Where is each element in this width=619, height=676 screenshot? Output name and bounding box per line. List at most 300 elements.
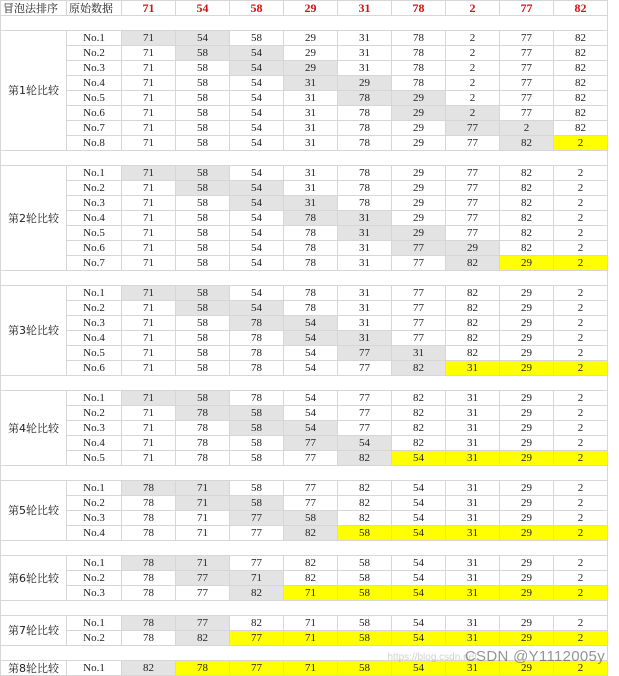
- value-cell: 58: [338, 556, 392, 571]
- value-cell: 54: [230, 301, 284, 316]
- step-number: No.4: [67, 331, 122, 346]
- value-cell: 2: [554, 556, 608, 571]
- value-cell: 78: [230, 391, 284, 406]
- value-cell: 78: [122, 571, 176, 586]
- value-cell: 58: [176, 46, 230, 61]
- value-cell: 54: [392, 496, 446, 511]
- value-cell: 71: [122, 31, 176, 46]
- value-cell: 29: [392, 121, 446, 136]
- step-number: No.2: [67, 571, 122, 586]
- step-number: No.8: [67, 136, 122, 151]
- table-row: [1, 436, 608, 451]
- value-cell: 71: [122, 181, 176, 196]
- value-cell: 71: [176, 526, 230, 541]
- spacer-cell: [1, 601, 608, 616]
- value-cell: 54: [230, 121, 284, 136]
- value-cell: 71: [122, 346, 176, 361]
- value-cell: 58: [176, 256, 230, 271]
- value-cell: 78: [338, 121, 392, 136]
- value-cell: 2: [554, 586, 608, 601]
- value-cell: 54: [230, 196, 284, 211]
- value-cell: 54: [392, 631, 446, 646]
- value-cell: 54: [338, 436, 392, 451]
- value-cell: 82: [500, 241, 554, 256]
- value-cell: 78: [122, 631, 176, 646]
- value-cell: 29: [500, 481, 554, 496]
- value-cell: 58: [176, 91, 230, 106]
- value-cell: 54: [230, 226, 284, 241]
- value-cell: 71: [122, 331, 176, 346]
- step-number: No.4: [67, 526, 122, 541]
- value-cell: 2: [554, 256, 608, 271]
- step-number: No.1: [67, 556, 122, 571]
- value-cell: 82: [554, 31, 608, 46]
- original-value: 54: [176, 1, 230, 16]
- value-cell: 77: [338, 346, 392, 361]
- step-number: No.5: [67, 226, 122, 241]
- table-row: [1, 556, 608, 571]
- value-cell: 54: [392, 661, 446, 676]
- value-cell: 31: [338, 241, 392, 256]
- step-number: No.6: [67, 241, 122, 256]
- value-cell: 77: [446, 136, 500, 151]
- value-cell: 2: [446, 106, 500, 121]
- step-number: No.7: [67, 121, 122, 136]
- value-cell: 58: [176, 196, 230, 211]
- round-label: 第6轮比较: [1, 556, 67, 601]
- original-value: 82: [554, 1, 608, 16]
- value-cell: 2: [554, 436, 608, 451]
- value-cell: 54: [392, 556, 446, 571]
- value-cell: 31: [446, 661, 500, 676]
- table-row: [1, 571, 608, 586]
- value-cell: 2: [554, 136, 608, 151]
- value-cell: 71: [176, 556, 230, 571]
- value-cell: 29: [392, 91, 446, 106]
- table-row: [1, 61, 608, 76]
- step-number: No.7: [67, 256, 122, 271]
- value-cell: 78: [176, 451, 230, 466]
- round-label: 第4轮比较: [1, 391, 67, 466]
- value-cell: 77: [500, 46, 554, 61]
- value-cell: 54: [230, 166, 284, 181]
- original-value: 31: [338, 1, 392, 16]
- value-cell: 71: [122, 196, 176, 211]
- spacer-row: [1, 376, 608, 391]
- value-cell: 58: [176, 106, 230, 121]
- value-cell: 58: [230, 421, 284, 436]
- value-cell: 77: [446, 181, 500, 196]
- value-cell: 2: [554, 496, 608, 511]
- value-cell: 2: [554, 331, 608, 346]
- value-cell: 82: [500, 196, 554, 211]
- value-cell: 31: [446, 511, 500, 526]
- value-cell: 2: [554, 316, 608, 331]
- value-cell: 78: [122, 526, 176, 541]
- step-number: No.4: [67, 76, 122, 91]
- round-label: 第8轮比较: [1, 661, 67, 676]
- value-cell: 78: [284, 256, 338, 271]
- value-cell: 54: [230, 91, 284, 106]
- value-cell: 78: [122, 586, 176, 601]
- value-cell: 78: [230, 316, 284, 331]
- value-cell: 58: [338, 526, 392, 541]
- value-cell: 82: [284, 571, 338, 586]
- spacer-row: [1, 541, 608, 556]
- value-cell: 58: [176, 136, 230, 151]
- step-number: No.2: [67, 496, 122, 511]
- step-number: No.1: [67, 481, 122, 496]
- value-cell: 29: [500, 586, 554, 601]
- value-cell: 82: [554, 106, 608, 121]
- value-cell: 82: [500, 226, 554, 241]
- value-cell: 31: [446, 361, 500, 376]
- value-cell: 77: [284, 436, 338, 451]
- value-cell: 29: [500, 391, 554, 406]
- value-cell: 2: [554, 226, 608, 241]
- value-cell: 31: [338, 256, 392, 271]
- value-cell: 58: [176, 166, 230, 181]
- value-cell: 58: [230, 496, 284, 511]
- value-cell: 78: [176, 421, 230, 436]
- step-number: No.1: [67, 31, 122, 46]
- value-cell: 2: [554, 421, 608, 436]
- value-cell: 58: [176, 241, 230, 256]
- value-cell: 58: [230, 406, 284, 421]
- value-cell: 31: [284, 136, 338, 151]
- value-cell: 2: [554, 481, 608, 496]
- value-cell: 77: [284, 481, 338, 496]
- value-cell: 82: [284, 556, 338, 571]
- table-row: [1, 106, 608, 121]
- value-cell: 77: [176, 616, 230, 631]
- spacer-cell: [1, 16, 608, 31]
- step-number: No.5: [67, 451, 122, 466]
- value-cell: 82: [392, 391, 446, 406]
- value-cell: 71: [122, 106, 176, 121]
- spacer-cell: [1, 466, 608, 481]
- step-number: No.5: [67, 346, 122, 361]
- value-cell: 31: [446, 421, 500, 436]
- value-cell: 77: [230, 511, 284, 526]
- value-cell: 71: [122, 121, 176, 136]
- spacer-cell: [1, 541, 608, 556]
- value-cell: 77: [446, 211, 500, 226]
- step-number: No.3: [67, 586, 122, 601]
- value-cell: 77: [446, 166, 500, 181]
- value-cell: 78: [230, 331, 284, 346]
- value-cell: 31: [446, 616, 500, 631]
- value-cell: 29: [284, 46, 338, 61]
- value-cell: 31: [284, 106, 338, 121]
- value-cell: 29: [392, 166, 446, 181]
- value-cell: 82: [554, 61, 608, 76]
- table-row: [1, 181, 608, 196]
- table-row: [1, 331, 608, 346]
- value-cell: 29: [500, 331, 554, 346]
- value-cell: 78: [122, 511, 176, 526]
- value-cell: 29: [500, 451, 554, 466]
- value-cell: 2: [500, 121, 554, 136]
- value-cell: 71: [122, 136, 176, 151]
- value-cell: 29: [284, 31, 338, 46]
- value-cell: 78: [284, 211, 338, 226]
- value-cell: 58: [338, 571, 392, 586]
- value-cell: 29: [392, 211, 446, 226]
- value-cell: 54: [392, 451, 446, 466]
- value-cell: 77: [338, 406, 392, 421]
- table-row: [1, 241, 608, 256]
- value-cell: 71: [176, 511, 230, 526]
- value-cell: 82: [338, 496, 392, 511]
- value-cell: 29: [500, 526, 554, 541]
- value-cell: 2: [554, 616, 608, 631]
- value-cell: 58: [230, 31, 284, 46]
- value-cell: 2: [554, 361, 608, 376]
- value-cell: 78: [122, 616, 176, 631]
- value-cell: 71: [122, 226, 176, 241]
- value-cell: 29: [500, 436, 554, 451]
- csdn-watermark: CSDN @Y1112005y: [464, 648, 605, 665]
- value-cell: 54: [230, 241, 284, 256]
- value-cell: 71: [122, 91, 176, 106]
- value-cell: 29: [392, 181, 446, 196]
- value-cell: 82: [554, 46, 608, 61]
- value-cell: 77: [338, 391, 392, 406]
- value-cell: 82: [122, 661, 176, 676]
- value-cell: 82: [446, 331, 500, 346]
- value-cell: 31: [446, 496, 500, 511]
- value-cell: 31: [338, 316, 392, 331]
- step-number: No.2: [67, 181, 122, 196]
- table-row: [1, 496, 608, 511]
- value-cell: 77: [392, 331, 446, 346]
- value-cell: 31: [338, 31, 392, 46]
- value-cell: 82: [392, 406, 446, 421]
- value-cell: 77: [392, 286, 446, 301]
- value-cell: 58: [284, 511, 338, 526]
- value-cell: 2: [446, 31, 500, 46]
- value-cell: 31: [284, 91, 338, 106]
- value-cell: 31: [284, 121, 338, 136]
- value-cell: 54: [284, 316, 338, 331]
- value-cell: 82: [392, 361, 446, 376]
- value-cell: 31: [446, 451, 500, 466]
- value-cell: 29: [500, 301, 554, 316]
- value-cell: 78: [230, 346, 284, 361]
- value-cell: 29: [392, 196, 446, 211]
- value-cell: 58: [338, 586, 392, 601]
- value-cell: 54: [230, 136, 284, 151]
- value-cell: 54: [284, 391, 338, 406]
- table-row: [1, 211, 608, 226]
- value-cell: 71: [122, 46, 176, 61]
- value-cell: 58: [176, 226, 230, 241]
- value-cell: 54: [392, 616, 446, 631]
- table-row: [1, 421, 608, 436]
- value-cell: 71: [122, 361, 176, 376]
- value-cell: 29: [500, 256, 554, 271]
- value-cell: 77: [500, 91, 554, 106]
- table-row: [1, 346, 608, 361]
- value-cell: 29: [500, 496, 554, 511]
- value-cell: 54: [392, 526, 446, 541]
- value-cell: 29: [500, 421, 554, 436]
- table-row: [1, 301, 608, 316]
- step-number: No.3: [67, 511, 122, 526]
- step-number: No.1: [67, 661, 122, 676]
- value-cell: 78: [284, 286, 338, 301]
- value-cell: 31: [446, 391, 500, 406]
- table-row: [1, 286, 608, 301]
- value-cell: 82: [500, 166, 554, 181]
- value-cell: 77: [176, 586, 230, 601]
- value-cell: 78: [338, 91, 392, 106]
- value-cell: 78: [338, 136, 392, 151]
- value-cell: 71: [122, 316, 176, 331]
- table-row: [1, 526, 608, 541]
- value-cell: 31: [338, 286, 392, 301]
- value-cell: 71: [122, 256, 176, 271]
- spacer-row: [1, 466, 608, 481]
- value-cell: 71: [284, 616, 338, 631]
- value-cell: 54: [392, 571, 446, 586]
- value-cell: 29: [284, 61, 338, 76]
- round-label: 第7轮比较: [1, 616, 67, 646]
- value-cell: 58: [230, 436, 284, 451]
- value-cell: 82: [446, 286, 500, 301]
- value-cell: 71: [284, 631, 338, 646]
- value-cell: 54: [392, 586, 446, 601]
- spacer-row: [1, 271, 608, 286]
- value-cell: 82: [230, 616, 284, 631]
- value-cell: 2: [554, 181, 608, 196]
- value-cell: 29: [500, 571, 554, 586]
- value-cell: 58: [176, 346, 230, 361]
- table-row: [1, 256, 608, 271]
- value-cell: 29: [500, 361, 554, 376]
- value-cell: 82: [446, 301, 500, 316]
- value-cell: 54: [284, 361, 338, 376]
- step-number: No.3: [67, 196, 122, 211]
- spacer-row: [1, 601, 608, 616]
- table-row: [1, 316, 608, 331]
- value-cell: 31: [284, 181, 338, 196]
- value-cell: 2: [554, 631, 608, 646]
- original-value: 77: [500, 1, 554, 16]
- value-cell: 77: [500, 76, 554, 91]
- value-cell: 71: [284, 661, 338, 676]
- value-cell: 2: [554, 406, 608, 421]
- value-cell: 71: [122, 436, 176, 451]
- value-cell: 31: [446, 571, 500, 586]
- table-title: 冒泡法排序: [1, 1, 67, 16]
- value-cell: 82: [446, 346, 500, 361]
- value-cell: 71: [122, 286, 176, 301]
- original-value: 78: [392, 1, 446, 16]
- original-value: 71: [122, 1, 176, 16]
- value-cell: 29: [500, 661, 554, 676]
- value-cell: 54: [284, 331, 338, 346]
- value-cell: 54: [392, 481, 446, 496]
- value-cell: 54: [230, 181, 284, 196]
- value-cell: 82: [338, 511, 392, 526]
- value-cell: 82: [338, 451, 392, 466]
- value-cell: 78: [338, 166, 392, 181]
- value-cell: 71: [122, 406, 176, 421]
- table-row: [1, 616, 608, 631]
- value-cell: 77: [392, 241, 446, 256]
- value-cell: 58: [176, 316, 230, 331]
- value-cell: 2: [554, 526, 608, 541]
- value-cell: 31: [338, 226, 392, 241]
- value-cell: 78: [122, 556, 176, 571]
- value-cell: 78: [392, 76, 446, 91]
- value-cell: 77: [338, 361, 392, 376]
- value-cell: 77: [284, 451, 338, 466]
- table-row: [1, 406, 608, 421]
- step-number: No.2: [67, 46, 122, 61]
- value-cell: 29: [500, 511, 554, 526]
- value-cell: 54: [230, 46, 284, 61]
- value-cell: 31: [446, 526, 500, 541]
- value-cell: 58: [176, 211, 230, 226]
- value-cell: 58: [176, 181, 230, 196]
- value-cell: 2: [554, 571, 608, 586]
- value-cell: 71: [230, 571, 284, 586]
- step-number: No.3: [67, 421, 122, 436]
- value-cell: 2: [446, 61, 500, 76]
- value-cell: 31: [338, 331, 392, 346]
- value-cell: 31: [338, 301, 392, 316]
- value-cell: 77: [392, 256, 446, 271]
- value-cell: 58: [176, 286, 230, 301]
- value-cell: 77: [446, 196, 500, 211]
- step-number: No.3: [67, 61, 122, 76]
- table-row: [1, 91, 608, 106]
- value-cell: 58: [176, 76, 230, 91]
- value-cell: 71: [284, 586, 338, 601]
- value-cell: 71: [122, 421, 176, 436]
- value-cell: 54: [230, 61, 284, 76]
- step-number: No.2: [67, 406, 122, 421]
- spacer-cell: [1, 151, 608, 166]
- value-cell: 2: [554, 391, 608, 406]
- step-number: No.5: [67, 91, 122, 106]
- value-cell: 54: [230, 256, 284, 271]
- table-row: [1, 76, 608, 91]
- value-cell: 29: [500, 616, 554, 631]
- value-cell: 77: [230, 661, 284, 676]
- value-cell: 77: [500, 61, 554, 76]
- value-cell: 78: [392, 31, 446, 46]
- value-cell: 82: [392, 421, 446, 436]
- table-row: [1, 46, 608, 61]
- value-cell: 78: [176, 436, 230, 451]
- value-cell: 77: [392, 301, 446, 316]
- value-cell: 29: [500, 316, 554, 331]
- value-cell: 58: [176, 361, 230, 376]
- value-cell: 78: [284, 241, 338, 256]
- value-cell: 29: [338, 76, 392, 91]
- value-cell: 82: [338, 481, 392, 496]
- value-cell: 82: [392, 436, 446, 451]
- value-cell: 58: [176, 61, 230, 76]
- original-value: 58: [230, 1, 284, 16]
- watermark-url: https://blog.csdn.net: [387, 652, 477, 663]
- step-number: No.6: [67, 361, 122, 376]
- value-cell: 71: [122, 211, 176, 226]
